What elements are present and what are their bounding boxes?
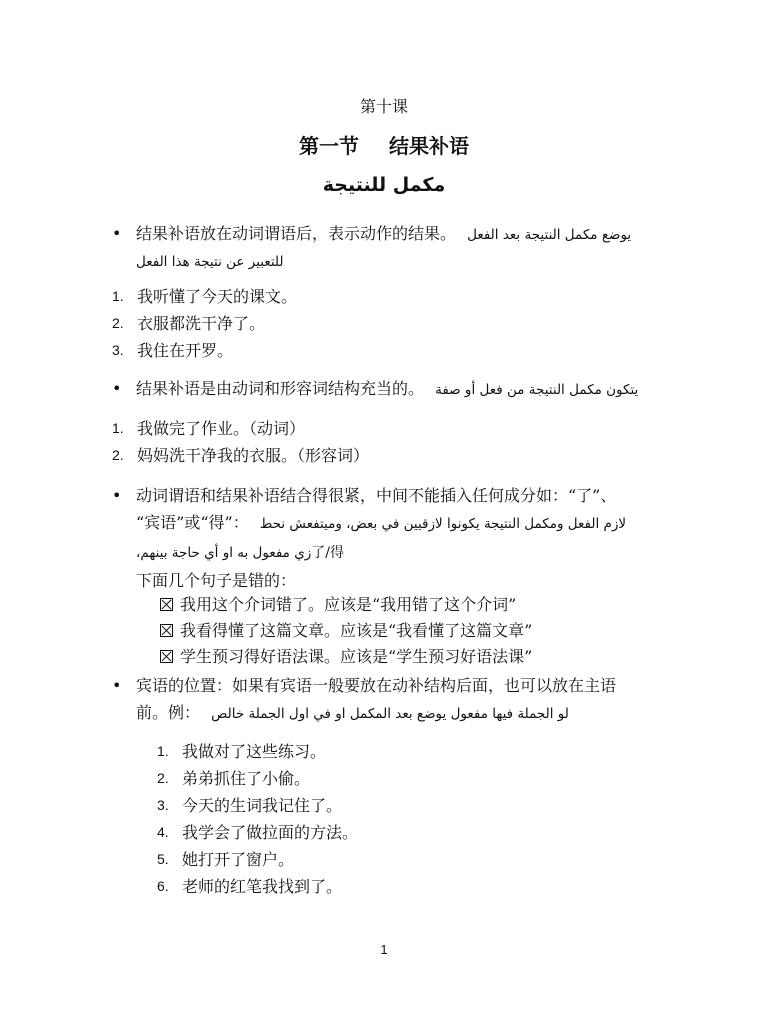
bullet-text-ar-continued: زي مفعول به او أي حاجة بينهم، <box>136 545 312 561</box>
page-number: 1 <box>380 942 388 957</box>
bullet-text-zh: 结果补语放在动词谓语后，表示动作的结果。 <box>136 224 457 243</box>
section-heading <box>0 130 768 159</box>
section-number: 第一节 <box>299 134 359 158</box>
bullet-text-zh: 结果补语是由动词和形容词结构充当的。 <box>136 379 425 398</box>
bullet-icon: • <box>112 379 122 398</box>
cross-box-icon <box>160 598 173 611</box>
bullet-text-zh: 动词谓语和结果补语结合得很紧，中间不能插入任何成分如：“了”、 <box>136 486 617 505</box>
bullet-text-ar: يتكون مكمل النتيجة من فعل أو صفة <box>435 382 639 398</box>
cross-box-icon <box>160 624 173 637</box>
bullet-text-ar: لازم الفعل ومكمل النتيجة يكونوا لازقيين في بعض، وميتفعش نحط <box>259 516 627 532</box>
section-title: 结果补语 <box>389 134 469 158</box>
bullet-text-ar-particles: 了/得 <box>311 545 345 561</box>
arabic-subtitle: مكمل للنتيجة <box>322 174 446 196</box>
bullet-text-zh-continued: 前。例： <box>136 703 201 722</box>
bullet-no-insertion-rule <box>112 482 682 594</box>
lesson-title: 第十课 <box>359 97 408 116</box>
list-item: 学生预习得好语法课。应该是“学生预习好语法课” <box>160 644 532 670</box>
list-item: 我用这个介词错了。应该是“我用错了这个介词” <box>160 592 532 618</box>
bullet-text-ar: يوضع مكمل النتيجة بعد الفعل <box>467 227 632 243</box>
bullet-result-complement-composition <box>112 375 682 404</box>
bullet-text-ar: لو الجملة فيها مفعول يوضع بعد المكمل او في اول الجملة خالص <box>211 706 569 722</box>
bullet-text-zh: 宾语的位置：如果有宾语一般要放在动补结构后面，也可以放在主语 <box>136 676 617 695</box>
bullet-icon: • <box>112 676 122 695</box>
bullet-icon: • <box>112 486 122 505</box>
list-item: 我看得懂了这篇文章。应该是“我看懂了这篇文章” <box>160 618 532 644</box>
cross-box-icon <box>160 650 173 663</box>
bullet-result-complement-position <box>112 220 682 276</box>
bullet-icon: • <box>112 224 122 243</box>
bullet-text-zh-continued: “宾语”或“得”： <box>136 513 249 532</box>
wrong-sentences-intro: 下面几个句子是错的： <box>136 571 297 590</box>
bullet-text-ar-continued: للتعبير عن نتيجة هذا الفعل <box>136 254 284 270</box>
bullet-object-position <box>112 672 682 728</box>
wrong-example-list <box>160 592 532 670</box>
document-page: 第十课 第一节 结果补语 مكمل للنتيجة • 结果补语放在动词谓语后，表示动作的结果。 يوضع مكمل النتيجة بعد الفعل للتعبير عن نتيجة هذا الفعل 1. 我听懂了今天的课文。 2. 衣服都洗干净了。 3. 我住在开罗。 • 结果补语是由动词和形容词结构充当的。 يتكون مكمل النتيجة من فعل أو صفة 1. 我做完了作业。（动词） 2. 妈妈洗干净我的衣服。（形容词） • 动词谓语和结果补语结合得很紧，中间不能插入任何成分如：“了”、 “宾语”或“得”： لازم الفعل ومكمل النتيجة يكونوا لازقيين في بعض، وميتفعش نحط زي مفعول به او أي حاجة بينهم،了/得 下面几个句子是错的： 我用这个介词错了。应该是“我用错了这个介词” 我看得懂了这篇文章。应该是“我看懂了这篇文章” 学生预习得好语法课。应该是“学生预习好语法课” • 宾语的位置：如果有宾语一般要放在动补结构后面，也可以放在主语 前。例： لو الجملة فيها مفعول يوضع بعد المكمل او في اول الجملة خالص 1. 我做对了这些练习。 2. 弟弟抓住了小偷。 3. 今天的生词我记住了。 4. 我学会了做拉面的方法。 5. 她打开了窗户。 6. 老师的红笔我找到了。 1 <box>0 0 768 1024</box>
